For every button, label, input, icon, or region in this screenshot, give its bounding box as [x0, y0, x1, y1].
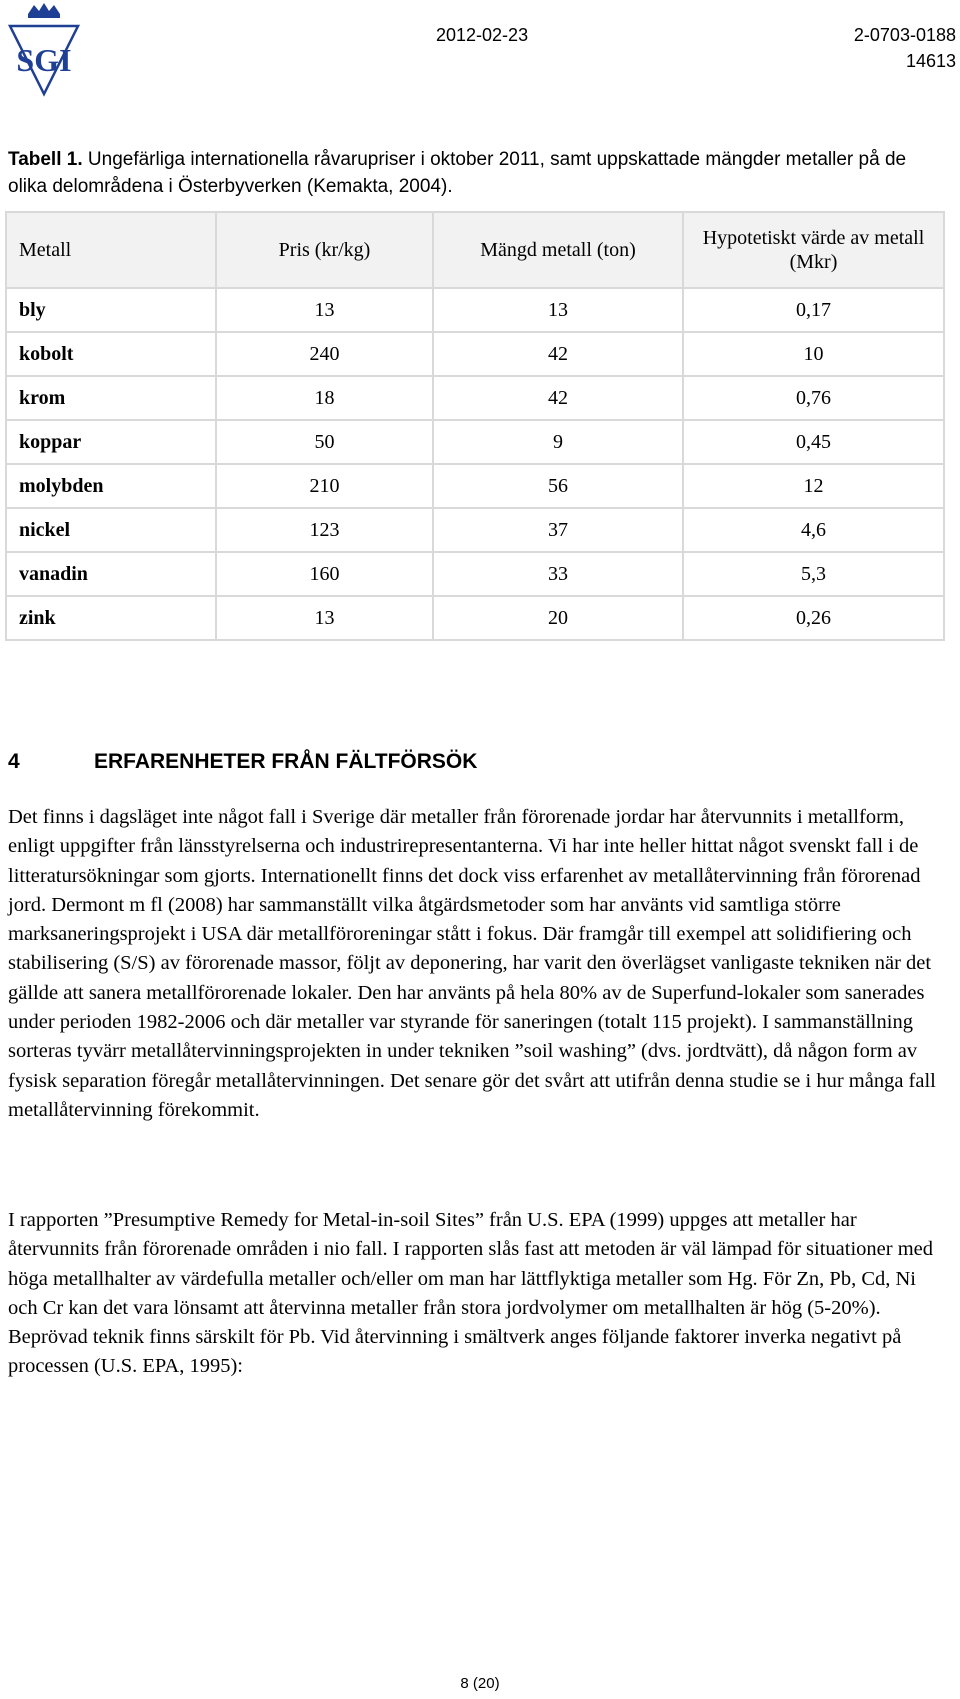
table-caption-label: Tabell 1.	[8, 149, 83, 170]
table-cell: 240	[216, 332, 433, 376]
table-cell: 42	[433, 376, 683, 420]
table-cell: 5,3	[683, 552, 944, 596]
body-paragraph: I rapporten ”Presumptive Remedy for Metal-in-soil Sites” från U.S. EPA (1999) uppges att metaller har återvunnits från förorenade områden i nio fall. I rapporten slås fast att metoden är väl lämpad för situationer med höga metallhalter av värdefulla metaller och/eller om man har lättflyktiga metaller som Hg. För Zn, Pb, Cd, Ni och Cr kan det vara lönsamt att återvinna metaller från stora jordvolymer om metallhalten är hög (5-20%). Beprövad teknik finns särskilt för Pb. Vid återvinning i smältverk anges följande faktorer inverka negativt på processen (U.S. EPA, 1995):	[8, 1209, 934, 1378]
table-cell: 160	[216, 552, 433, 596]
metal-prices-table	[5, 211, 945, 641]
table-cell: 13	[216, 288, 433, 332]
crown-icon	[28, 3, 60, 18]
table-row	[6, 596, 944, 640]
document-reference	[854, 22, 956, 74]
section-heading	[8, 748, 477, 776]
table-row	[6, 552, 944, 596]
table-cell: 4,6	[683, 508, 944, 552]
reference-number: 2-0703-0188	[853, 25, 956, 45]
section-number: 4	[8, 750, 20, 773]
metal-name-cell: krom	[6, 376, 216, 420]
table-cell: 12	[683, 464, 944, 508]
table-row	[6, 420, 944, 464]
table-cell: 50	[216, 420, 433, 464]
table-cell: 0,76	[683, 376, 944, 420]
table-cell: 0,26	[683, 596, 944, 640]
table-row	[6, 376, 944, 420]
reference-sub-number: 14613	[905, 51, 956, 71]
table-cell: 37	[433, 508, 683, 552]
metal-name-cell: molybden	[6, 464, 216, 508]
metal-name-cell: nickel	[6, 508, 216, 552]
table-caption-text: Ungefärliga internationella råvarupriser i oktober 2011, samt uppskattade mängder metaller på de olika delområdena i Österbyverken (Kemakta, 2004).	[8, 149, 907, 197]
table-cell: 42	[433, 332, 683, 376]
logo-text: SGI	[16, 42, 72, 78]
table-cell: 20	[433, 596, 683, 640]
table-cell: 33	[433, 552, 683, 596]
table-caption	[8, 146, 948, 200]
metal-name-cell: vanadin	[6, 552, 216, 596]
table-cell: 0,17	[683, 288, 944, 332]
page-number: 8 (20)	[460, 1675, 500, 1692]
table-row	[6, 332, 944, 376]
table-cell: 10	[683, 332, 944, 376]
metal-name-cell: zink	[6, 596, 216, 640]
column-header: Mängd metall (ton)	[433, 212, 683, 288]
table-cell: 0,45	[683, 420, 944, 464]
table-cell: 13	[433, 288, 683, 332]
column-header: Metall	[6, 212, 216, 288]
sgi-logo	[4, 2, 84, 102]
table-cell: 13	[216, 596, 433, 640]
section-title: ERFARENHETER FRÅN FÄLTFÖRSÖK	[94, 750, 478, 773]
metal-name-cell: kobolt	[6, 332, 216, 376]
metal-name-cell: koppar	[6, 420, 216, 464]
table-cell: 123	[216, 508, 433, 552]
table-cell: 9	[433, 420, 683, 464]
column-header: Pris (kr/kg)	[216, 212, 433, 288]
table-cell: 18	[216, 376, 433, 420]
table-row	[6, 464, 944, 508]
metal-name-cell: bly	[6, 288, 216, 332]
document-date: 2012-02-23	[436, 25, 529, 45]
column-header: Hypotetiskt värde av metall (Mkr)	[683, 212, 944, 288]
body-paragraph: Det finns i dagsläget inte något fall i Sverige där metaller från förorenade jordar har återvunnits i metallform, enligt uppgifter från länsstyrelserna och industrirepresentanterna. Vi har inte heller hittat något svenskt fall i de litteratursökningar som gjorts. Internationellt finns det dock viss erfarenhet av metallåtervinning från förorenad jord. Dermont m fl (2008) har sammanställt vilka åtgärdsmetoder som har använts vid samtliga större marksaneringsprojekt i USA där metallföroreningar stått i fokus. Där framgår till exempel att solidifiering och stabilisering (S/S) av förorenade massor, följt av deponering, har varit den överlägset vanligaste tekniken när det gällde att sanera metallförorenade lokaler. Den har använts på hela 80% av de Superfund-lokaler som sanerades under perioden 1982-2006 och där metaller var styrande för saneringen (totalt 115 projekt). I sammanställning sorteras tyvärr metallåtervinningsprojekten in under tekniken ”soil washing” (dvs. jordtvätt), då någon form av fysisk separation föregår metallåtervinningen. Det senare gör det svårt att utifrån denna studie se i hur många fall metallåtervinning förekommit.	[8, 806, 936, 1121]
table-row	[6, 288, 944, 332]
table-cell: 210	[216, 464, 433, 508]
table-row	[6, 508, 944, 552]
table-header-row	[6, 212, 944, 288]
table-cell: 56	[433, 464, 683, 508]
